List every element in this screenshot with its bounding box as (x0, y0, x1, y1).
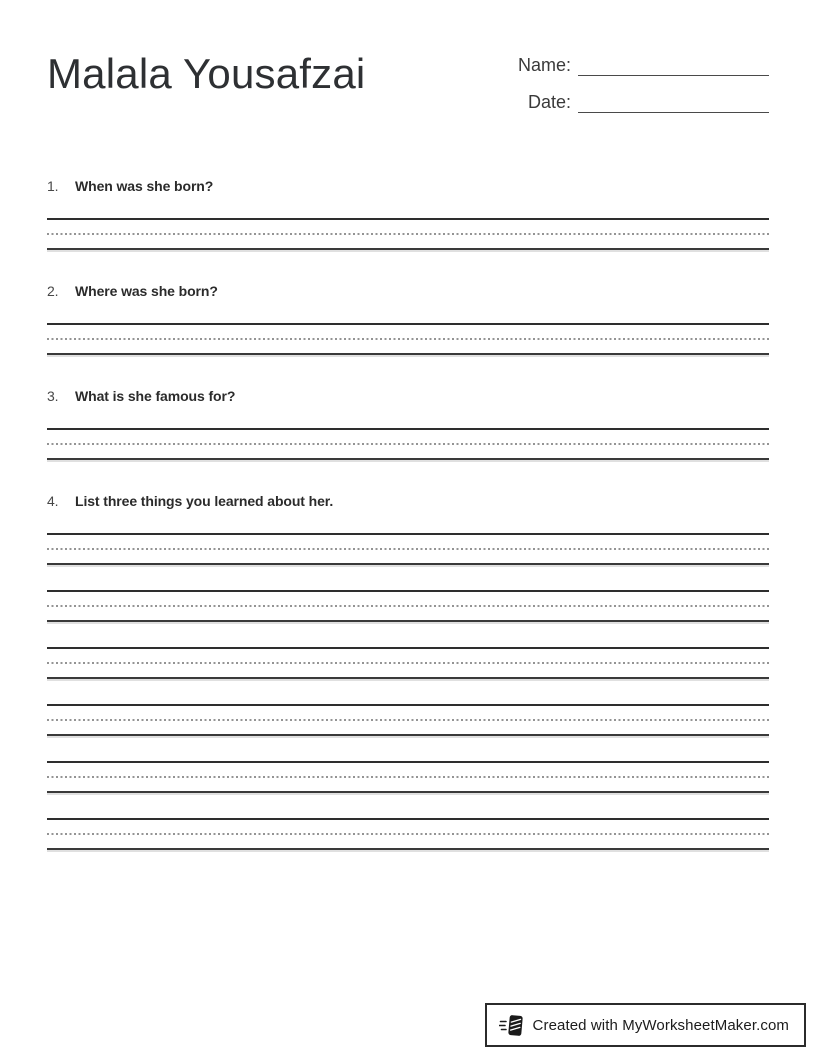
answer-line-dotted-middle (47, 833, 769, 835)
answer-line-row (47, 533, 769, 565)
myworksheetmaker-icon (499, 1012, 525, 1039)
credit-text: Created with MyWorksheetMaker.com (532, 1016, 789, 1034)
question-block (47, 282, 769, 355)
question-label (47, 282, 769, 300)
date-label: Date: (527, 92, 571, 112)
date-blank-line (578, 90, 769, 113)
answer-line-dotted-middle (47, 776, 769, 778)
answer-line-row (47, 323, 769, 355)
answer-line-dotted-middle (47, 662, 769, 664)
question-block (47, 387, 769, 460)
answer-line-dotted-middle (47, 719, 769, 721)
question-number: 1. (47, 178, 59, 194)
worksheet-header (47, 0, 769, 127)
question-text: What is she famous for? (75, 388, 236, 404)
name-label: Name: (517, 55, 571, 75)
answer-line-dotted-middle (47, 548, 769, 550)
answer-line-solid-bottom (47, 677, 769, 679)
question-block (47, 177, 769, 250)
name-blank-line (578, 53, 769, 76)
answer-line-solid-top (47, 590, 769, 592)
answer-line-row (47, 428, 769, 460)
question-list (47, 177, 769, 850)
question-label (47, 387, 769, 405)
name-date-block (507, 50, 769, 127)
question-block (47, 492, 769, 850)
credit-badge (485, 1003, 806, 1047)
date-row (507, 90, 769, 113)
answer-line-solid-top (47, 761, 769, 763)
answer-line-solid-top (47, 818, 769, 820)
question-number: 4. (47, 493, 59, 509)
answer-line-row (47, 218, 769, 250)
answer-line-solid-top (47, 218, 769, 220)
question-text: When was she born? (75, 178, 214, 194)
answer-line-dotted-middle (47, 233, 769, 235)
answer-line-solid-bottom (47, 248, 769, 250)
answer-line-dotted-middle (47, 338, 769, 340)
answer-line-solid-bottom (47, 620, 769, 622)
answer-line-row (47, 704, 769, 736)
answer-line-solid-bottom (47, 734, 769, 736)
answer-line-solid-top (47, 323, 769, 325)
answer-line-solid-bottom (47, 791, 769, 793)
answer-line-row (47, 647, 769, 679)
answer-line-solid-bottom (47, 353, 769, 355)
answer-line-solid-bottom (47, 563, 769, 565)
question-number: 3. (47, 388, 59, 404)
answer-line-row (47, 818, 769, 850)
name-row (507, 53, 769, 76)
question-label (47, 177, 769, 195)
question-text: List three things you learned about her. (75, 493, 334, 509)
page-title: Malala Yousafzai (47, 50, 366, 97)
answer-line-solid-top (47, 533, 769, 535)
question-text: Where was she born? (75, 283, 218, 299)
question-label (47, 492, 769, 510)
answer-line-row (47, 590, 769, 622)
answer-line-solid-top (47, 428, 769, 430)
answer-line-solid-bottom (47, 848, 769, 850)
answer-line-row (47, 761, 769, 793)
answer-line-solid-bottom (47, 458, 769, 460)
answer-line-solid-top (47, 704, 769, 706)
answer-line-dotted-middle (47, 605, 769, 607)
answer-line-dotted-middle (47, 443, 769, 445)
answer-line-solid-top (47, 647, 769, 649)
question-number: 2. (47, 283, 59, 299)
